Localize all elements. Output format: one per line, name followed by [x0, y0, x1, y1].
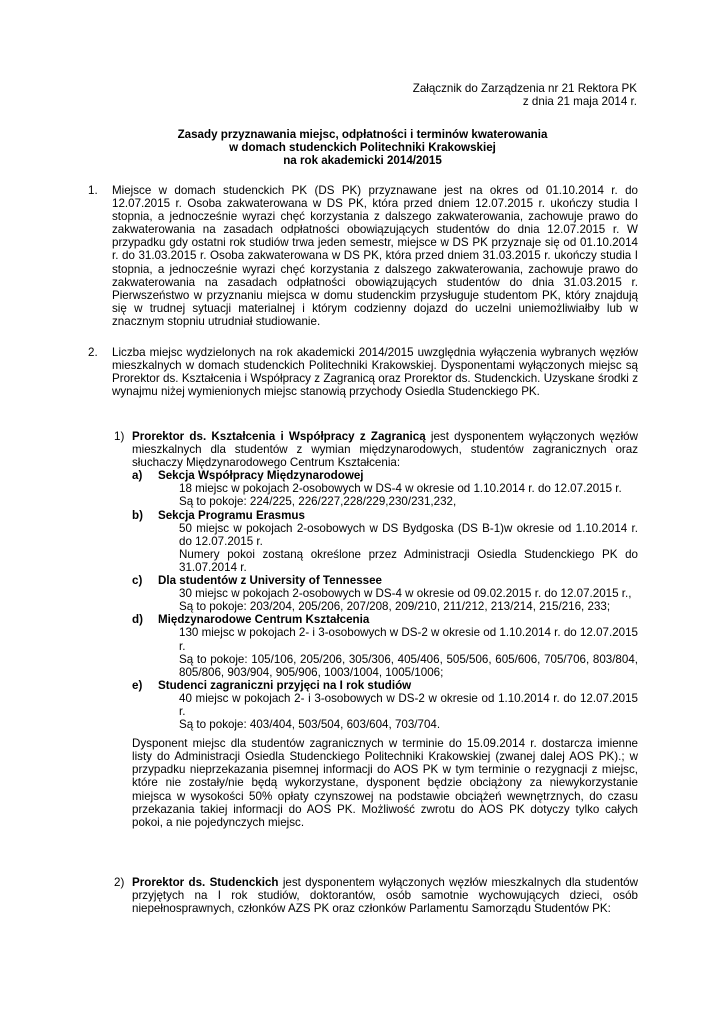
- title-line-2: w domach studenckich Politechniki Krakowskiej: [229, 141, 496, 155]
- sub-item-1: [114, 430, 638, 829]
- title-line-3: na rok akademicki 2014/2015: [283, 154, 442, 168]
- section-line: Numery pokoi zostaną określone przez Administracji Osiedla Studenckiego PK do 31.07.2014 r.: [179, 547, 638, 574]
- section-title: Sekcja Programu Erasmus: [158, 508, 305, 522]
- dysponent-note: Dysponent miejsc dla studentów zagranicznych w terminie do 15.09.2014 r. dostarcza imienne listy do Administracji Osiedla Studenckiego Politechniki Krakowskiej (zwanej dalej AOS PK).; w przypadku nieprzekazania pisemnej informacji do AOS PK w tym terminie o rezygnacji z miejsc, które nie zostały/nie będą wykorzystane, dysponent będzie obciążony za niewykorzystanie miejsca w wysokości 50% opłaty czynszowej na podstawie obciążeń wewnętrznych, do czasu przekazania takiej informacji do AOS PK. Możliwość zwrotu do AOS PK dotyczy tylko całych pokoi, a nie pojedynczych miejsc.: [132, 737, 638, 829]
- document-title: [0, 128, 725, 167]
- sub-item-number: 1): [114, 430, 125, 443]
- sub-item-intro: [132, 876, 638, 915]
- section-line: 40 miejsc w pokojach 2- i 3-osobowych w DS-2 w okresie od 1.10.2014 r. do 12.07.2015 r.: [179, 691, 638, 718]
- sub-item-description: jest dysponentem wyłączonych węzłów mieszkalnych dla studentów z wymian międzynarodowych, studentów zagranicznych oraz słuchaczy Międzynarodowego Centrum Kształcenia:: [132, 430, 638, 470]
- section-line: Są to pokoje: 403/404, 503/504, 603/604, 703/704.: [179, 718, 441, 732]
- header-line-2: z dnia 21 maja 2014 r.: [522, 95, 637, 109]
- section-title: Studenci zagraniczni przyjęci na I rok studiów: [158, 678, 412, 692]
- section-c: [132, 574, 638, 614]
- sub-item-intro: [132, 430, 638, 469]
- section-line: 50 miejsc w pokojach 2-osobowych w DS Bydgoska (DS B-1)w okresie od 1.10.2014 r. do 12.07.2015 r.: [179, 521, 638, 548]
- section-letter: e): [132, 678, 143, 692]
- list-item: [88, 184, 638, 328]
- section-line: 18 miejsc w pokojach 2-osobowych w DS-4 w okresie od 1.10.2014 r. do 12.07.2015 r.: [179, 482, 622, 496]
- sub-item-2: [114, 876, 638, 915]
- section-title: Dla studentów z University of Tennessee: [158, 574, 382, 588]
- section-line: Są to pokoje: 224/225, 226/227,228/229,230/231,232,: [179, 495, 457, 509]
- section-title: Sekcja Współpracy Międzynarodowej: [158, 469, 364, 483]
- section-b: [132, 508, 638, 574]
- dysponent-name: Prorektor ds. Kształcenia i Współpracy z Zagranicą: [132, 430, 426, 443]
- section-line: 30 miejsc w pokojach 2-osobowych w DS-4 w okresie od 09.02.2015 r. do 12.07.2015 r.,: [179, 587, 632, 601]
- section-line: Są to pokoje: 203/204, 205/206, 207/208, 209/210, 211/212, 213/214, 215/216, 233;: [179, 600, 611, 614]
- section-letter: d): [132, 613, 143, 627]
- attachment-header: [413, 82, 637, 108]
- item-number: 1.: [88, 184, 98, 197]
- dysponent-name: Prorektor ds. Studenckich: [132, 876, 279, 889]
- section-line: 130 miejsc w pokojach 2- i 3-osobowych w DS-2 w okresie od 1.10.2014 r. do 12.07.2015 r.: [179, 626, 638, 653]
- section-line: Są to pokoje: 105/106, 205/206, 305/306, 405/406, 505/506, 605/606, 705/706, 803/804, 805/806, 903/904, 905/906, 1003/1004, 1005/1006;: [179, 652, 638, 679]
- section-e: [132, 678, 638, 732]
- section-letter: c): [132, 574, 143, 588]
- item-text: Liczba miejsc wydzielonych na rok akademicki 2014/2015 uwzględnia wyłączenia wybranych węzłów mieszkalnych w domach studenckich Politechniki Krakowskiej. Dysponentami wyłączonych miejsc są Prorektor ds. Kształcenia i Współpracy z Zagranicą oraz Prorektor ds. Studenckich. Uzyskane środki z wynajmu niżej wymienionych miejsc stanowią przychody Osiedla Studenckiego PK.: [112, 346, 638, 399]
- title-line-1: Zasady przyznawania miejsc, odpłatności i terminów kwaterowania: [177, 128, 548, 141]
- sub-item-description: jest dysponentem wyłączonych węzłów mieszkalnych dla studentów przyjętych na I rok studiów, doktorantów, osób samotnie wychowujących dzieci, osób niepełnosprawnych, członków AZS PK oraz członków Parlamentu Samorządu Studentów PK:: [132, 876, 639, 916]
- item-number: 2.: [88, 346, 98, 359]
- section-title: Międzynarodowe Centrum Kształcenia: [158, 613, 370, 627]
- item-text: Miejsce w domach studenckich PK (DS PK) przyznawane jest na okres od 01.10.2014 r. do 12.07.2015 r. Osoba zakwaterowana w DS PK, która przed dniem 12.07.2015 r. ukończy studia I stopnia, a jednocześnie wyrazi chęć korzystania z dalszego zakwaterowania, zachowuje prawo do zakwaterowania na zasadach odpłatności obowiązujących studentów do dnia 12.07.2015 r. W przypadku gdy ostatni rok studiów trwa jeden semestr, miejsce w DS PK przyznaje się od 01.10.2014 r. do 31.03.2015 r. Osoba zakwaterowana w DS PK, która przed dniem 31.03.2015 r. ukończy studia I stopnia, a jednocześnie wyrazi chęć korzystania z dalszego zakwaterowania, zachowuje prawo do zakwaterowania na zasadach odpłatności obowiązujących studentów do dnia 31.03.2015 r. Pierwszeństwo w przyznaniu miejsca w domu studenckim przysługuje studentom PK, który znajdują się w trudnej sytuacji materialnej i którym codzienny dojazd do uczelni uniemożliwiałby lub w znacznym stopniu utrudniał studiowanie.: [112, 184, 638, 328]
- section-a: [132, 469, 638, 509]
- sub-item-number: 2): [114, 876, 125, 889]
- section-d: [132, 613, 638, 679]
- header-line-1: Załącznik do Zarządzenia nr 21 Rektora PK: [412, 82, 637, 95]
- section-letter: a): [132, 469, 143, 483]
- section-letter: b): [132, 508, 143, 522]
- list-item: [88, 346, 638, 398]
